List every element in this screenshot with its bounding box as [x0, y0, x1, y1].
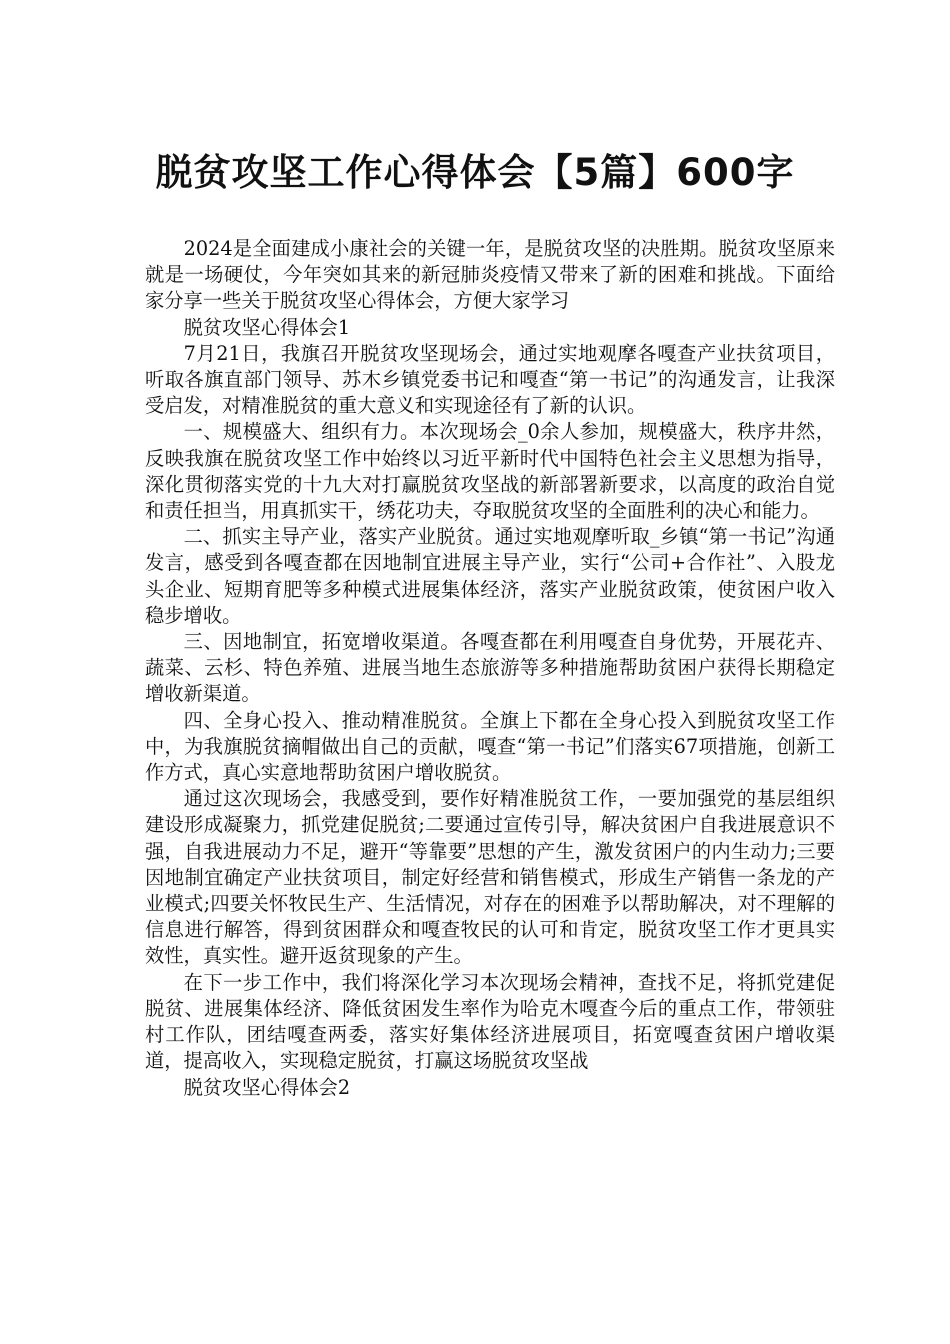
- intro-paragraph: 2024是全面建成小康社会的关键一年，是脱贫攻坚的决胜期。脱贫攻坚原来就是一场硬仗，今年突如其来的新冠肺炎疫情又带来了新的困难和挑战。下面给家分享一些关于脱贫攻坚心得体会，方便大家学习: [145, 237, 835, 313]
- section-heading-2: 脱贫攻坚心得体会2: [183, 1075, 351, 1099]
- body-paragraph: 二、抓实主导产业，落实产业脱贫。通过实地观摩听取_乡镇“第一书记”沟通发言，感受到各嘎查都在因地制宜进展主导产业，实行“公司+合作社”、入股龙头企业、短期育肥等多种模式进展集体经济，落实产业脱贫政策，使贫困户收入稳步增收。: [145, 525, 835, 627]
- body-paragraph: 四、全身心投入、推动精准脱贫。全旗上下都在全身心投入到脱贫攻坚工作中，为我旗脱贫摘帽做出自己的贡献，嘎查“第一书记”们落实67项措施，创新工作方式，真心实意地帮助贫困户增收脱贫。: [145, 708, 835, 785]
- section-heading-1: 脱贫攻坚心得体会1: [183, 315, 351, 339]
- document-title: 脱贫攻坚工作心得体会【5篇】600字: [155, 150, 795, 194]
- body-paragraph: 三、因地制宜，拓宽增收渠道。各嘎查都在利用嘎查自身优势，开展花卉、蔬菜、云杉、特色养殖、进展当地生态旅游等多种措施帮助贫困户获得长期稳定增收新渠道。: [145, 630, 835, 706]
- body-paragraph: 在下一步工作中，我们将深化学习本次现场会精神，查找不足，将抓党建促脱贫、进展集体经济、降低贫困发生率作为哈克木嘎查今后的重点工作，带领驻村工作队，团结嘎查两委，落实好集体经济进展项目，拓宽嘎查贫困户增收渠道，提高收入，实现稳定脱贫，打赢这场脱贫攻坚战: [145, 970, 835, 1073]
- body-paragraph: 通过这次现场会，我感受到，要作好精准脱贫工作，一要加强党的基层组织建设形成凝聚力，抓党建促脱贫;二要通过宣传引导，解决贫困户自我进展意识不强，自我进展动力不足，避开“等靠要”思想的产生，激发贫困户的内生动力;三要因地制宜确定产业扶贫项目，制定好经营和销售模式，形成生产销售一条龙的产业模式;四要关怀牧民生产、生活情况，对存在的困难予以帮助解决，对不理解的信息进行解答，得到贫困群众和嘎查牧民的认可和肯定，脱贫攻坚工作才更具实效性，真实性。避开返贫现象的产生。: [145, 787, 835, 968]
- document-body: [145, 236, 835, 1101]
- body-paragraph: 7月21日，我旗召开脱贫攻坚现场会，通过实地观摩各嘎查产业扶贫项目，听取各旗直部门领导、苏木乡镇党委书记和嘎查“第一书记”的沟通发言，让我深受启发，对精准脱贫的重大意义和实现途径有了新的认识。: [145, 341, 835, 418]
- body-paragraph: 一、规模盛大、组织有力。本次现场会_0余人参加，规模盛大，秩序井然，反映我旗在脱贫攻坚工作中始终以习近平新时代中国特色社会主义思想为指导，深化贯彻落实党的十九大对打赢脱贫攻坚战的新部署新要求，以高度的政治自觉和责任担当，用真抓实干，绣花功夫，夺取脱贫攻坚的全面胜利的决心和能力。: [145, 420, 835, 523]
